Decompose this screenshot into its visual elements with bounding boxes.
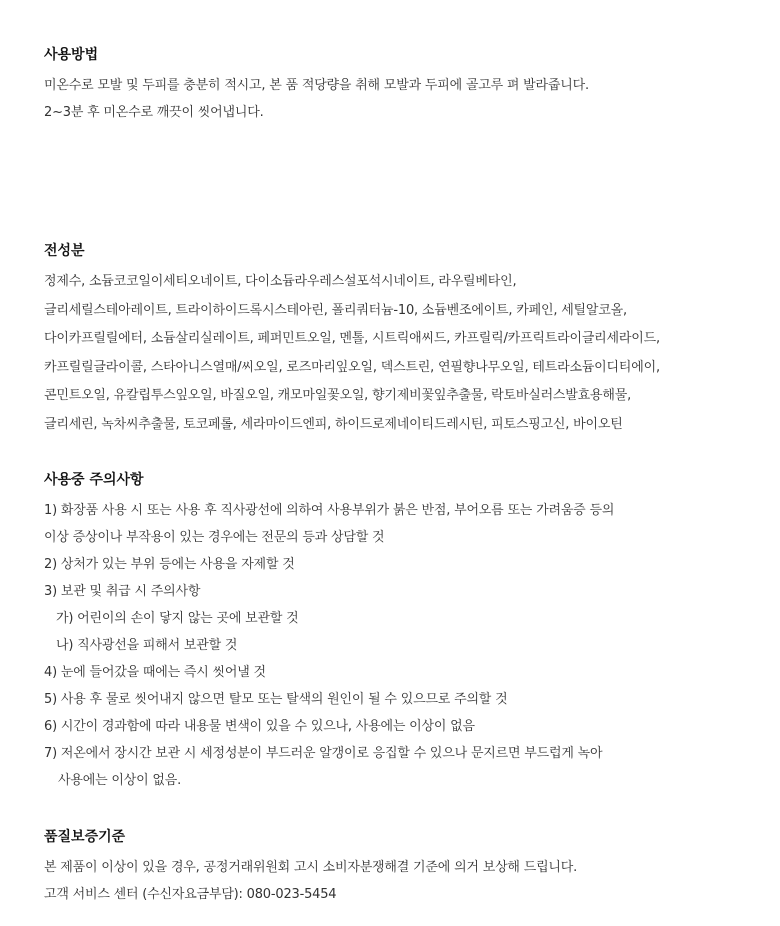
caution-continuation-line: 사용에는 이상이 없음. — [58, 773, 182, 788]
caution-title: 사용중 주의사항 — [44, 472, 144, 488]
caution-line: 5) 사용 후 물로 씻어내지 않으면 탈모 또는 탈색의 원인이 될 수 있으므로 주의할 것 — [44, 692, 508, 707]
usage-section — [44, 44, 764, 126]
caution-line: 1) 화장품 사용 시 또는 사용 후 직사광선에 의하여 사용부위가 붉은 반점, 부어오름 또는 가려움증 등의 — [44, 503, 615, 518]
caution-subline: 나) 직사광선을 피해서 보관할 것 — [56, 638, 238, 653]
quality-title: 품질보증기준 — [44, 829, 126, 845]
caution-line: 2) 상처가 있는 부위 등에는 사용을 자제할 것 — [44, 557, 295, 572]
caution-line: 3) 보관 및 취급 시 주의사항 — [44, 584, 201, 599]
ingredients-line: 정제수, 소듐코코일이세티오네이트, 다이소듐라우레스설포석시네이트, 라우릴베타인, — [44, 274, 517, 289]
ingredients-section — [44, 240, 764, 439]
caution-line: 6) 시간이 경과함에 따라 내용물 변색이 있을 수 있으나, 사용에는 이상이 없음 — [44, 719, 475, 734]
caution-line: 4) 눈에 들어갔을 때에는 즉시 씻어낼 것 — [44, 665, 266, 680]
quality-line: 본 제품이 이상이 있을 경우, 공정거래위원회 고시 소비자분쟁해결 기준에 의거 보상해 드립니다. — [44, 860, 578, 875]
customer-service-line: 고객 서비스 센터 (수신자요금부담): 080-023-5454 — [44, 887, 337, 902]
ingredients-line: 카프릴릴글라이콜, 스타아니스열매/씨오일, 로즈마리잎오일, 덱스트린, 연필향나무오일, 테트라소듐이디티에이, — [44, 359, 660, 375]
caution-line: 7) 저온에서 장시간 보관 시 세정성분이 부드러운 알갱이로 응집할 수 있으나 문지르면 부드럽게 녹아 — [44, 746, 603, 761]
ingredients-title: 전성분 — [44, 243, 85, 259]
usage-title: 사용방법 — [44, 47, 99, 63]
ingredients-line: 다이카프릴릴에터, 소듐살리실레이트, 페퍼민트오일, 멘톨, 시트릭애씨드, 카프릴릭/카프릭트라이글리세라이드, — [44, 331, 660, 346]
ingredients-line: 콘민트오일, 유칼립투스잎오일, 바질오일, 캐모마일꽃오일, 향기제비꽃잎추출물, 락토바실러스발효용해물, — [44, 388, 632, 403]
caution-section — [44, 469, 764, 794]
usage-line: 2~3분 후 미온수로 깨끗이 씻어냅니다. — [44, 105, 264, 120]
caution-subline: 가) 어린이의 손이 닿지 않는 곳에 보관할 것 — [56, 611, 299, 626]
ingredients-line: 글리세린, 녹차씨추출물, 토코페롤, 세라마이드엔피, 하이드로제네이티드레시틴, 피토스핑고신, 바이오틴 — [44, 416, 623, 432]
caution-line: 이상 증상이나 부작용이 있는 경우에는 전문의 등과 상담할 것 — [44, 530, 385, 545]
ingredients-line: 글리세릴스테아레이트, 트라이하이드록시스테아린, 폴리쿼터늄-10, 소듐벤조에이트, 카페인, 세틸알코올, — [44, 302, 627, 318]
product-detail-text — [44, 44, 764, 908]
quality-section — [44, 826, 764, 908]
usage-line: 미온수로 모발 및 두피를 충분히 적시고, 본 품 적당량을 취해 모발과 두피에 골고루 펴 발라줍니다. — [44, 78, 589, 93]
